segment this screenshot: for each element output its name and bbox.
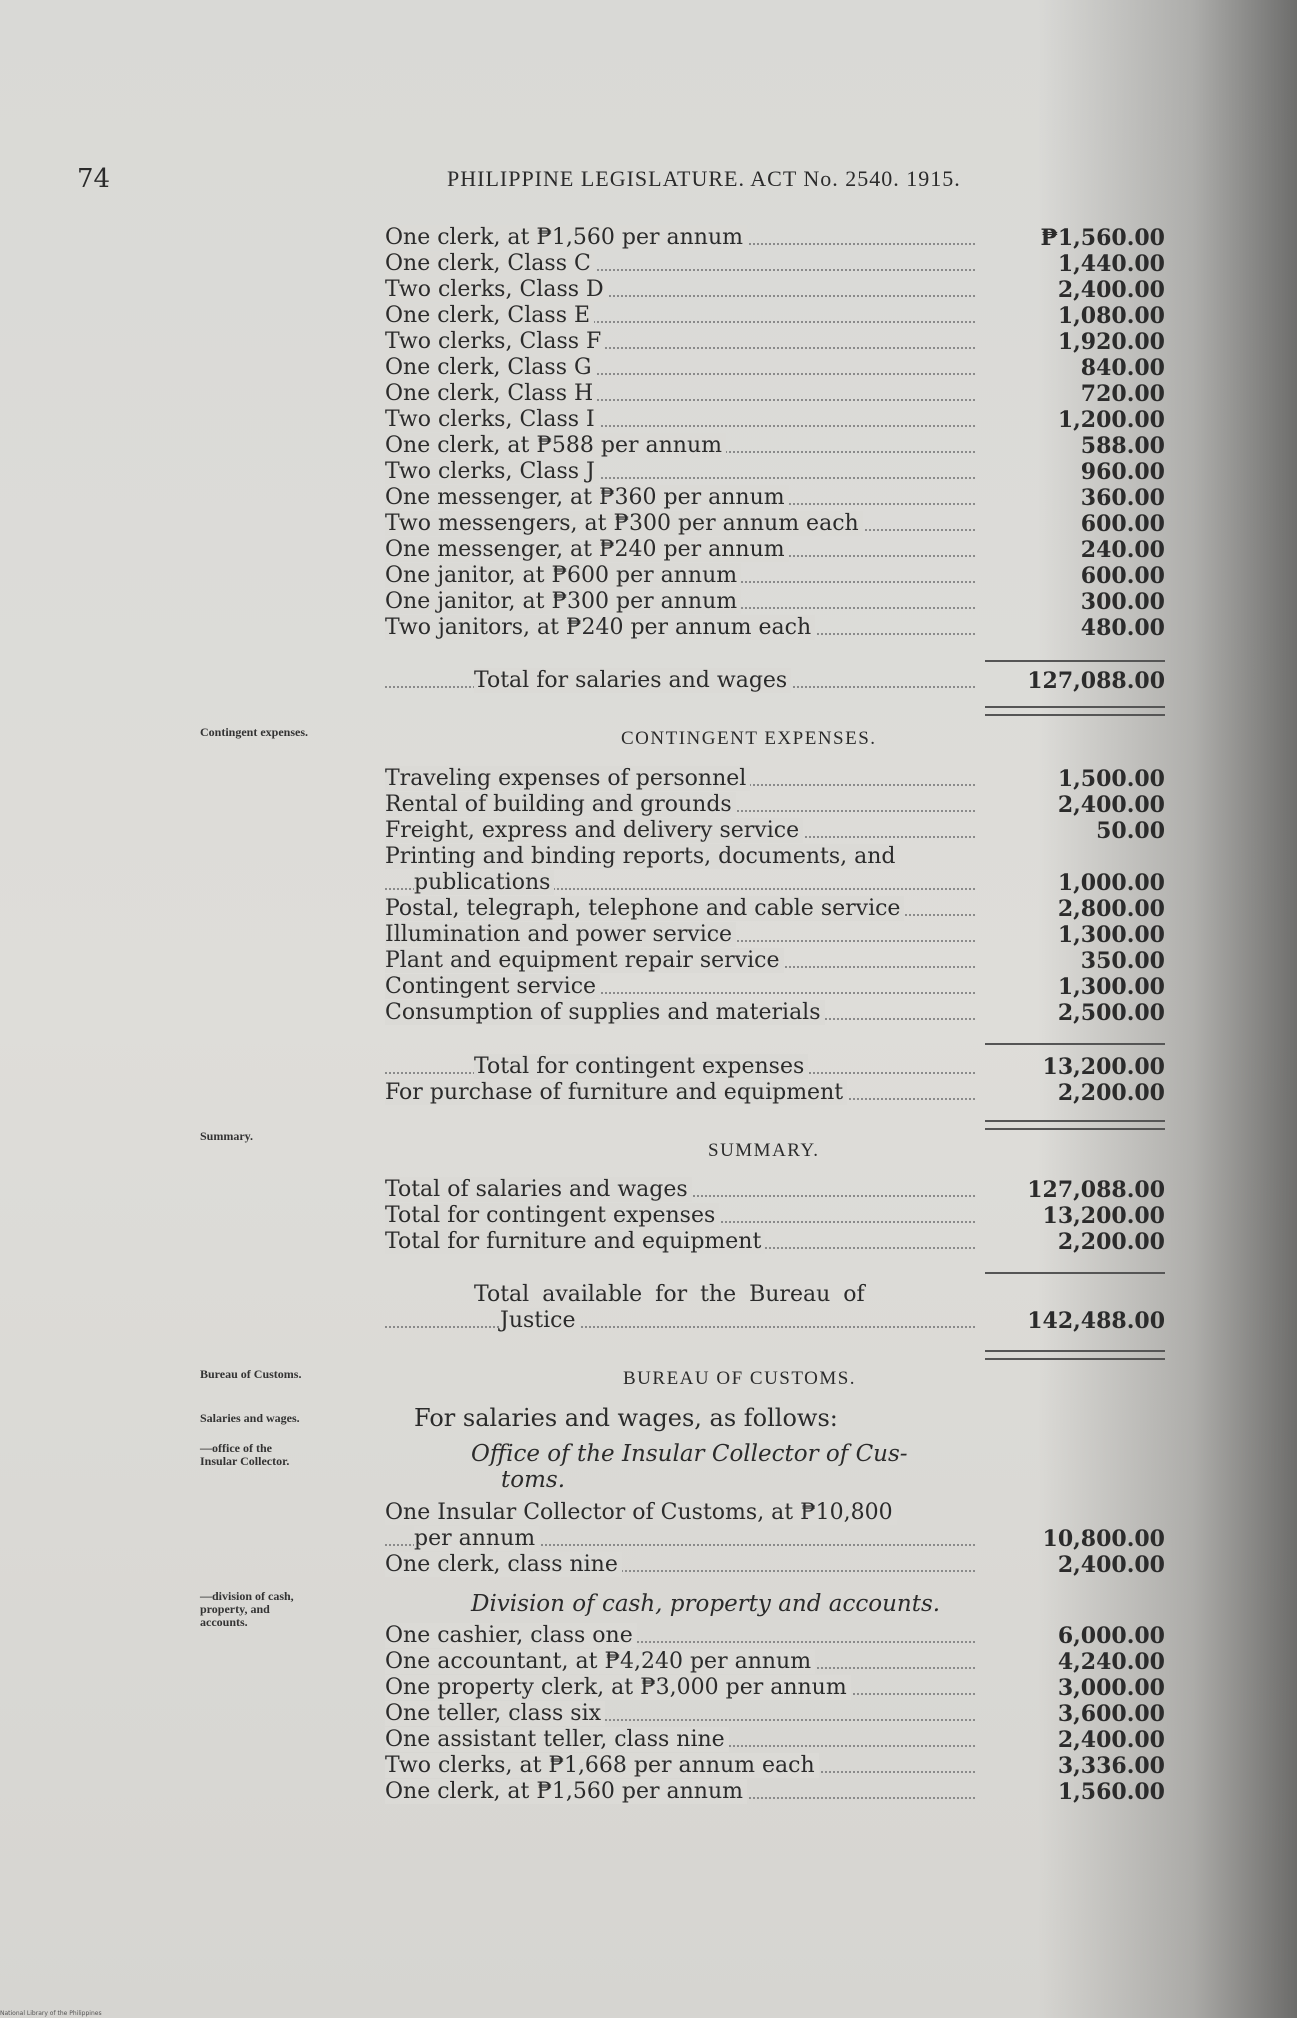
line-item [385, 225, 1165, 251]
double-rule [985, 1350, 1165, 1360]
total-rule [985, 1272, 1165, 1274]
line-item [385, 844, 1165, 870]
line-item [385, 1500, 1165, 1526]
line-item [385, 589, 1165, 615]
line-item-amount: 6,000.00 [1057, 1623, 1165, 1649]
line-item-amount: 3,336.00 [1057, 1753, 1165, 1779]
line-item-label: Two messengers, at ₱300 per annum each [385, 511, 863, 536]
line-item-label: Consumption of supplies and materials [385, 1000, 825, 1025]
section-heading-contingent: CONTINGENT EXPENSES. [621, 728, 877, 749]
line-item [385, 485, 1165, 511]
line-item [385, 1552, 1165, 1578]
line-item-amount: 2,400.00 [1057, 277, 1165, 303]
line-item-amount: 1,560.00 [1057, 1779, 1165, 1805]
line-item-amount: 2,400.00 [1057, 1552, 1165, 1578]
page-number: 74 [77, 164, 111, 194]
line-item-label: One cashier, class one [385, 1623, 637, 1648]
line-item [385, 407, 1165, 433]
line-item-label: One property clerk, at ₱3,000 per annum [385, 1675, 851, 1700]
line-item-label: Illumination and power service [385, 922, 736, 947]
line-item-amount: 10,800.00 [1042, 1526, 1165, 1552]
line-item-amount: 2,200.00 [1057, 1229, 1165, 1255]
line-item-amount: 360.00 [1080, 485, 1165, 511]
margin-note-summary: Summary. [200, 1129, 254, 1143]
double-rule [985, 706, 1165, 716]
line-item [385, 563, 1165, 589]
line-item [385, 381, 1165, 407]
line-item-label: per annum [414, 1526, 539, 1551]
line-item-label: Rental of building and grounds [385, 792, 736, 817]
line-item-label: One teller, class six [385, 1701, 605, 1726]
line-item-label: Total of salaries and wages [385, 1177, 692, 1202]
line-item [385, 459, 1165, 485]
section-heading-customs: BUREAU OF CUSTOMS. [623, 1368, 857, 1389]
line-item-label: One assistant teller, class nine [385, 1727, 729, 1752]
line-item-amount: 960.00 [1080, 459, 1165, 485]
line-item-amount: 350.00 [1080, 948, 1165, 974]
line-item-label: One janitor, at ₱300 per annum [385, 589, 741, 614]
line-item-amount: 588.00 [1080, 433, 1165, 459]
line-item-amount: 50.00 [1096, 818, 1165, 844]
line-item-amount: 600.00 [1080, 511, 1165, 537]
line-item-amount: 2,400.00 [1057, 792, 1165, 818]
line-item [385, 1623, 1165, 1649]
line-item [385, 537, 1165, 563]
total-salaries [385, 668, 1165, 694]
line-item-label: One clerk, at ₱1,560 per annum [385, 225, 747, 250]
line-item [385, 303, 1165, 329]
line-item [385, 251, 1165, 277]
line-item-label: Two clerks, Class J [385, 459, 599, 484]
line-item-amount: 4,240.00 [1057, 1649, 1165, 1675]
line-item [385, 922, 1165, 948]
line-item-amount: 1,200.00 [1057, 407, 1165, 433]
line-item-amount: 1,920.00 [1057, 329, 1165, 355]
line-item-label: Postal, telegraph, telephone and cable service [385, 896, 904, 921]
line-item-label: Two clerks, at ₱1,668 per annum each [385, 1753, 819, 1778]
line-item [385, 974, 1165, 1000]
line-item-label: One clerk, Class G [385, 355, 596, 380]
line-item [385, 792, 1165, 818]
total-row: Total for contingent expenses 13,200.00 [385, 1054, 1165, 1080]
line-item-label: Total for furniture and equipment [385, 1229, 765, 1254]
line-item-label: Printing and binding reports, documents, and [385, 844, 900, 869]
line-item-label: publications [414, 870, 554, 895]
line-item [385, 1753, 1165, 1779]
line-item-label: One accountant, at ₱4,240 per annum [385, 1649, 815, 1674]
running-head: PHILIPPINE LEGISLATURE. ACT No. 2540. 1915. [447, 166, 961, 191]
line-item-amount: 13,200.00 [1042, 1203, 1165, 1229]
office-heading-line1: Office of the Insular Collector of Cus- [471, 1441, 908, 1467]
line-item-label: One clerk, Class C [385, 251, 595, 276]
line-item-amount: 1,440.00 [1057, 251, 1165, 277]
line-item-amount: 480.00 [1080, 615, 1165, 641]
summary-total [385, 1282, 1165, 1334]
division-list [385, 1623, 1165, 1805]
line-item [385, 329, 1165, 355]
margin-note-customs: Bureau of Customs. [200, 1367, 302, 1381]
line-item-label: One clerk, Class H [385, 381, 597, 406]
division-heading: Division of cash, property and accounts. [471, 1591, 941, 1617]
office-list [385, 1500, 1165, 1578]
line-item-amount: 300.00 [1080, 589, 1165, 615]
line-item-label: Contingent service [385, 974, 600, 999]
margin-note-office: —office of the Insular Collector. [200, 1441, 290, 1468]
summary-list [385, 1177, 1165, 1255]
line-item-amount: 840.00 [1080, 355, 1165, 381]
line-item [385, 1649, 1165, 1675]
margin-note-salaries: Salaries and wages. [200, 1411, 300, 1425]
line-item [385, 948, 1165, 974]
line-item-label: Two clerks, Class I [385, 407, 599, 432]
line-item [385, 1779, 1165, 1805]
line-item [385, 511, 1165, 537]
line-item-amount: 3,000.00 [1057, 1675, 1165, 1701]
line-item [385, 1701, 1165, 1727]
line-item-amount: 1,300.00 [1057, 922, 1165, 948]
line-item [385, 615, 1165, 641]
margin-note-contingent: Contingent expenses. [200, 725, 309, 739]
contingent-totals [385, 1054, 1165, 1106]
line-item-label: One messenger, at ₱360 per annum [385, 485, 789, 510]
line-item-label: Two clerks, Class F [385, 329, 605, 354]
line-item-label: One Insular Collector of Customs, at ₱10,800 [385, 1500, 897, 1525]
line-item-amount: 720.00 [1080, 381, 1165, 407]
office-heading-line2: toms. [501, 1467, 566, 1493]
line-item-amount: 1,080.00 [1057, 303, 1165, 329]
line-item [385, 1727, 1165, 1753]
line-item [385, 870, 1165, 896]
line-item-amount: 3,600.00 [1057, 1701, 1165, 1727]
line-item-amount: 240.00 [1080, 537, 1165, 563]
line-item-label: One messenger, at ₱240 per annum [385, 537, 789, 562]
line-item [385, 1000, 1165, 1026]
line-item-label: One clerk, at ₱588 per annum [385, 433, 726, 458]
clerks-list [385, 225, 1165, 641]
line-item [385, 818, 1165, 844]
line-item-amount: 2,400.00 [1057, 1727, 1165, 1753]
line-item [385, 1675, 1165, 1701]
line-item-amount: 1,000.00 [1057, 870, 1165, 896]
salaries-intro: For salaries and wages, as follows: [414, 1404, 838, 1432]
footer-credit: National Library of the Philippines [0, 2010, 102, 2017]
line-item-label: Two clerks, Class D [385, 277, 608, 302]
contingent-list [385, 766, 1165, 1026]
line-item-label: Traveling expenses of personnel [385, 766, 750, 791]
line-item-label: Total for contingent expenses [385, 1203, 719, 1228]
double-rule [985, 1120, 1165, 1130]
line-item [385, 896, 1165, 922]
line-item [385, 355, 1165, 381]
line-item-label: Freight, express and delivery service [385, 818, 803, 843]
line-item-label: One clerk, at ₱1,560 per annum [385, 1779, 747, 1804]
total-row-line2: Justice 142,488.00 [385, 1308, 1165, 1334]
line-item-label: Plant and equipment repair service [385, 948, 784, 973]
line-item-amount: 1,300.00 [1057, 974, 1165, 1000]
line-item-amount: 2,800.00 [1057, 896, 1165, 922]
line-item-label: One clerk, class nine [385, 1552, 622, 1577]
total-rule [985, 660, 1165, 662]
line-item [385, 1177, 1165, 1203]
furniture-row: For purchase of furniture and equipment 2,200.00 [385, 1080, 1165, 1106]
line-item [385, 1229, 1165, 1255]
line-item-amount: 127,088.00 [1027, 1177, 1165, 1203]
line-item-label: Two janitors, at ₱240 per annum each [385, 615, 815, 640]
line-item-label: One clerk, Class E [385, 303, 594, 328]
line-item [385, 433, 1165, 459]
line-item-label: One janitor, at ₱600 per annum [385, 563, 741, 588]
line-item [385, 277, 1165, 303]
total-row: Total for salaries and wages 127,088.00 [385, 668, 1165, 694]
margin-note-division: —division of cash, property, and accounts. [200, 1589, 294, 1629]
line-item [385, 1526, 1165, 1552]
total-row-line1: Total available for the Bureau of [474, 1282, 865, 1307]
line-item-amount: 2,500.00 [1057, 1000, 1165, 1026]
line-item [385, 766, 1165, 792]
line-item-amount: 1,500.00 [1057, 766, 1165, 792]
total-rule [985, 1043, 1165, 1045]
section-heading-summary: SUMMARY. [708, 1140, 820, 1161]
line-item-amount: ₱1,560.00 [1040, 225, 1165, 251]
line-item-amount: 600.00 [1080, 563, 1165, 589]
line-item [385, 1203, 1165, 1229]
